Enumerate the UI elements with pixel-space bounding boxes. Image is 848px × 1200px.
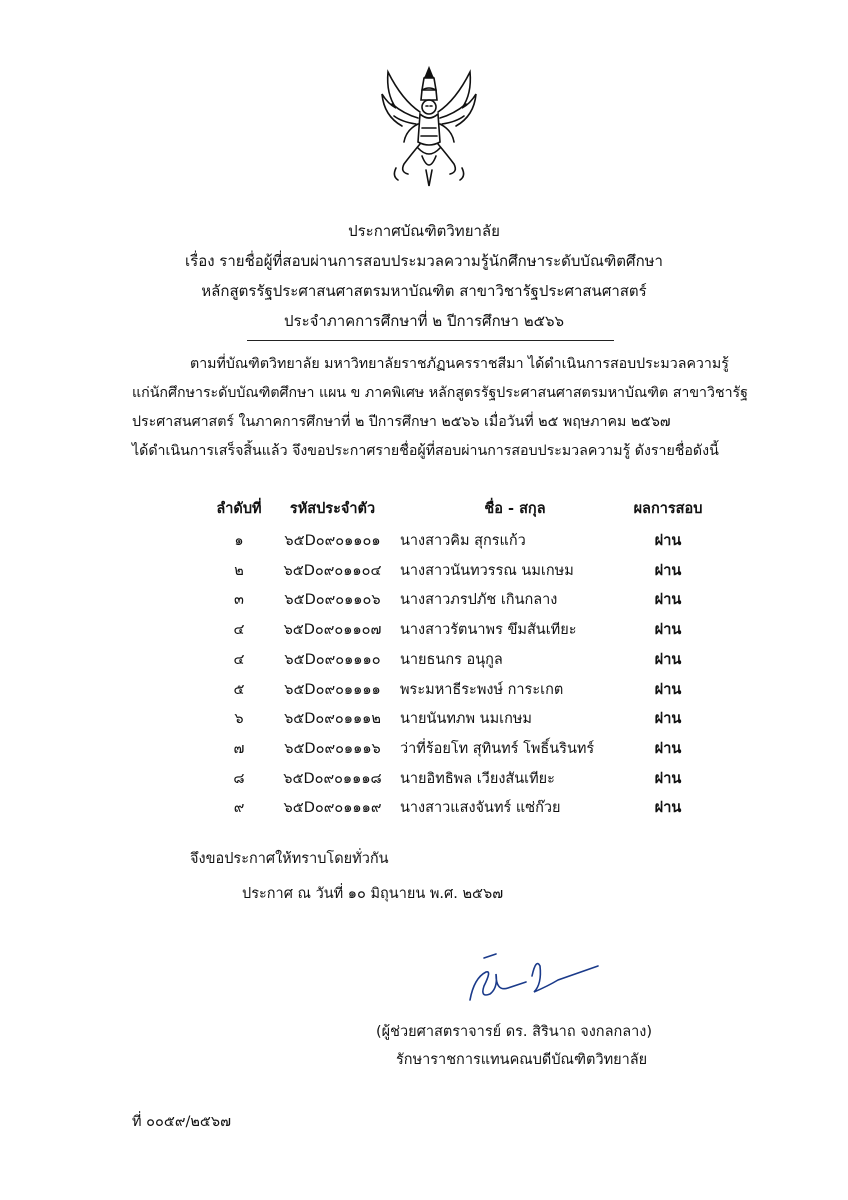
row-result: ผ่าน [654,592,682,609]
row-student-id: ๖๕D๐๙๐๑๑๑๘ [283,770,382,787]
signer-position: รักษาราชการแทนคณบดีบัณฑิตวิทยาลัย [396,1052,648,1068]
row-name: นางสาวคิม สุกรแก้ว [400,533,526,549]
body-line-4: ได้ดำเนินการเสร็จสิ้นแล้ว จึงขอประกาศรายชื่อผู้ที่สอบผ่านการสอบประมวลความรู้ ดังรายชื่อดังนี้ [132,443,719,459]
row-student-id: ๖๕D๐๙๐๑๑๐๗ [283,622,382,639]
row-student-id: ๖๕D๐๙๐๑๑๐๔ [283,562,382,579]
row-name: พระมหาธีระพงษ์ การะเกต [400,681,564,698]
body-line-1: ตามที่บัณฑิตวิทยาลัย มหาวิทยาลัยราชภัฏนครราชสีมา ได้ดำเนินการสอบประมวลความรู้ [190,356,729,372]
row-result: ผ่าน [654,681,682,698]
signer-name: (ผู้ช่วยศาสตราจารย์ ดร. สิรินาถ จงกลกลาง) [376,1024,652,1040]
header-order: ลำดับที่ [216,501,262,517]
row-name: นางสาวนันทวรรณ นมเกษม [400,562,574,579]
row-order: ๔ [233,622,245,639]
row-order: ๑ [234,533,244,549]
row-student-id: ๖๕D๐๙๐๑๑๐๖ [284,592,381,609]
row-result: ผ่าน [654,533,682,549]
row-student-id: ๖๕D๐๙๐๑๑๐๑ [284,533,381,549]
row-result: ผ่าน [654,651,682,668]
row-name: นายนันทภพ นมเกษม [400,711,532,728]
row-name: นางสาวแสงจันทร์ แซ่ก๊วย [400,800,561,817]
row-student-id: ๖๕D๐๙๐๑๑๑๒ [284,711,381,728]
semester-line: ประจำภาคการศึกษาที่ ๒ ปีการศึกษา ๒๕๖๖ [283,312,565,330]
header-divider [247,340,614,341]
program-line: หลักสูตรรัฐประศาสนศาสตรมหาบัณฑิต สาขาวิชารัฐประศาสนศาสตร์ [201,282,647,300]
row-student-id: ๖๕D๐๙๐๑๑๑๐ [284,651,381,668]
row-name: นายธนกร อนุกูล [400,651,503,668]
document-number: ที่ ๐๐๕๙/๒๕๖๗ [132,1114,231,1130]
row-name: นางสาวภรปภัช เกินกลาง [400,592,558,609]
announcement-title: ประกาศบัณฑิตวิทยาลัย [348,222,500,240]
row-name: นายอิทธิพล เวียงสันเทียะ [400,770,555,787]
row-order: ๕ [233,681,245,698]
row-result: ผ่าน [654,622,682,639]
row-result: ผ่าน [654,740,682,757]
announce-date: ประกาศ ณ วันที่ ๑๐ มิถุนายน พ.ศ. ๒๕๖๗ [242,886,504,902]
row-order: ๔ [233,651,245,668]
row-result: ผ่าน [654,800,682,817]
row-student-id: ๖๕D๐๙๐๑๑๑๑ [284,681,381,698]
row-order: ๓ [234,592,244,609]
row-name: นางสาวรัตนาพร ขึมสันเทียะ [400,622,577,639]
garuda-emblem [374,64,484,190]
header-name: ชื่อ - สกุล [484,501,546,517]
row-result: ผ่าน [654,562,682,579]
header-result: ผลการสอบ [633,501,703,517]
row-student-id: ๖๕D๐๙๐๑๑๑๖ [284,740,381,757]
row-student-id: ๖๕D๐๙๐๑๑๑๙ [283,800,382,817]
row-result: ผ่าน [654,770,682,787]
row-result: ผ่าน [654,711,682,728]
row-name: ว่าที่ร้อยโท สุทินทร์ โพธิ์นรินทร์ [400,740,595,757]
row-order: ๒ [234,562,244,579]
announcement-subject: เรื่อง รายชื่อผู้ที่สอบผ่านการสอบประมวลความรู้นักศึกษาระดับบัณฑิตศึกษา [185,252,663,270]
header-student-id: รหัสประจำตัว [289,501,376,517]
body-line-2: แก่นักศึกษาระดับบัณฑิตศึกษา แผน ข ภาคพิเศษ หลักสูตรรัฐประศาสนศาสตรมหาบัณฑิต สาขาวิชารัฐ [132,385,748,401]
signature [462,948,602,1008]
body-line-3: ประศาสนศาสตร์ ในภาคการศึกษาที่ ๒ ปีการศึกษา ๒๕๖๖ เมื่อวันที่ ๒๕ พฤษภาคม ๒๕๖๗ [132,414,671,430]
row-order: ๘ [233,770,245,787]
row-order: ๙ [233,800,245,817]
row-order: ๖ [234,711,244,728]
row-order: ๗ [233,740,245,757]
closing-text: จึงขอประกาศให้ทราบโดยทั่วกัน [190,851,389,867]
